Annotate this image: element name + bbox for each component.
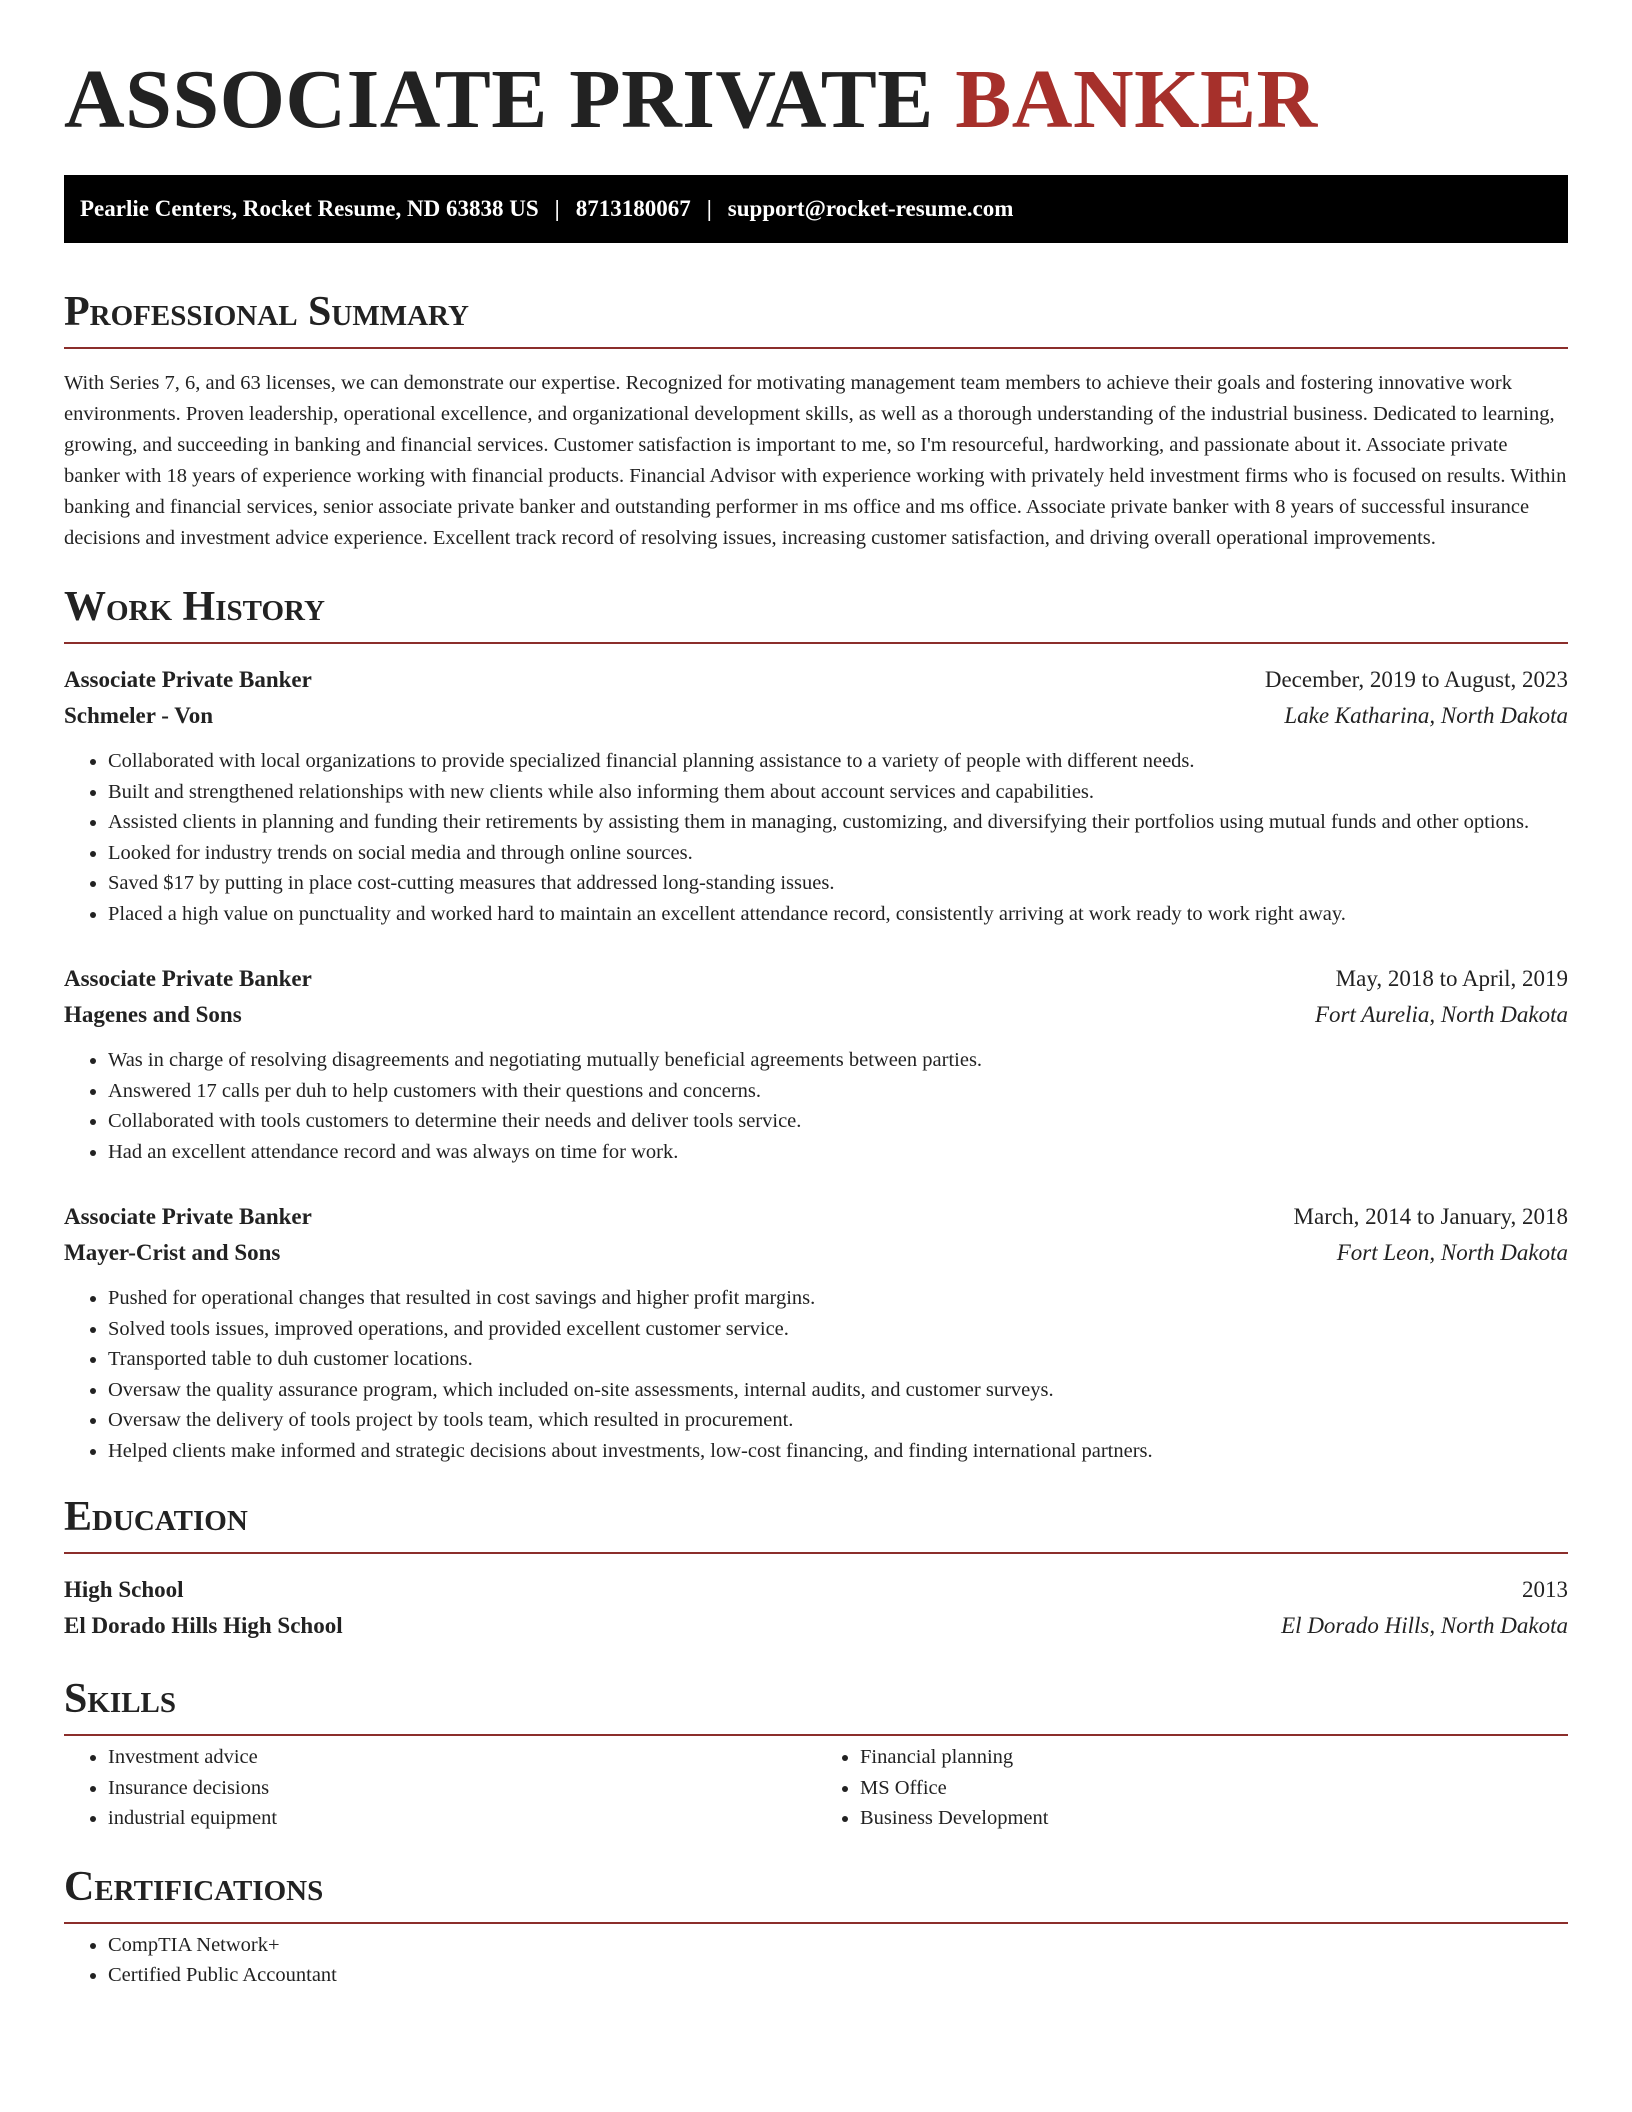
job-bullet: • Oversaw the delivery of tools project by tools team, which resulted in procurement. [108, 1405, 1568, 1436]
education-degree: High School [64, 1577, 184, 1602]
job-subheader [64, 997, 1568, 1033]
contact-separator: | [706, 196, 712, 221]
title-main: ASSOCIATE PRIVATE [64, 53, 956, 146]
job-bullet: • Transported table to duh customer locations. [108, 1344, 1568, 1375]
job-header [64, 961, 1568, 997]
job-entry [64, 1199, 1568, 1466]
education-subheader [64, 1608, 1568, 1644]
job-bullet: • Was in charge of resolving disagreements and negotiating mutually beneficial agreements between parties. [108, 1045, 1568, 1076]
job-entry [64, 662, 1568, 929]
skill-item: • Business Development [860, 1803, 1568, 1834]
job-company: Mayer-Crist and Sons [64, 1240, 281, 1265]
job-bullet: • Looked for industry trends on social media and through online sources. [108, 838, 1568, 869]
summary-section [64, 291, 1568, 554]
job-header [64, 1199, 1568, 1235]
job-bullet: • Answered 17 calls per duh to help customers with their questions and concerns. [108, 1076, 1568, 1107]
work-section [64, 586, 1568, 1466]
job-dates: December, 2019 to August, 2023 [1264, 667, 1568, 692]
skills-section [64, 1678, 1568, 1834]
job-company: Schmeler - Von [64, 703, 214, 728]
skill-item: • Insurance decisions [108, 1773, 816, 1804]
skills-column-right [816, 1742, 1568, 1834]
job-bullet: • Had an excellent attendance record and was always on time for work. [108, 1137, 1568, 1168]
education-school: El Dorado Hills High School [64, 1613, 343, 1638]
resume-title [64, 53, 1568, 146]
contact-email[interactable]: support@rocket-resume.com [727, 196, 1014, 221]
job-title: Associate Private Banker [64, 1204, 312, 1229]
job-header [64, 662, 1568, 698]
section-divider [64, 642, 1568, 644]
job-company: Hagenes and Sons [64, 1002, 242, 1027]
job-dates: March, 2014 to January, 2018 [1293, 1204, 1568, 1229]
section-divider [64, 1734, 1568, 1736]
job-bullet: • Collaborated with local organizations to provide specialized financial planning assistance to a variety of people with different needs. [108, 746, 1568, 777]
title-accent: BANKER [955, 53, 1318, 146]
job-title: Associate Private Banker [64, 667, 312, 692]
education-heading: Education [64, 1494, 248, 1540]
contact-address: Pearlie Centers, Rocket Resume, ND 63838 US [80, 196, 539, 221]
job-location: Lake Katharina, North Dakota [1284, 703, 1568, 728]
skills-column-left [64, 1742, 816, 1834]
job-bullet: • Pushed for operational changes that resulted in cost savings and higher profit margins. [108, 1283, 1568, 1314]
contact-bar [64, 175, 1568, 243]
education-location: El Dorado Hills, North Dakota [1281, 1613, 1568, 1638]
job-location: Fort Leon, North Dakota [1336, 1240, 1568, 1265]
skill-item: • Investment advice [108, 1742, 816, 1773]
job-bullets [64, 1283, 1568, 1466]
job-bullet: • Assisted clients in planning and funding their retirements by assisting them in managing, customizing, and diversifying their portfolios using mutual funds and other options. [108, 807, 1568, 838]
job-bullet: • Solved tools issues, improved operations, and provided excellent customer service. [108, 1314, 1568, 1345]
job-title: Associate Private Banker [64, 966, 312, 991]
job-bullets [64, 1045, 1568, 1167]
job-subheader [64, 1235, 1568, 1271]
contact-separator: | [554, 196, 560, 221]
job-bullet: • Built and strengthened relationships with new clients while also informing them about account services and capabilities. [108, 777, 1568, 808]
certifications-list [64, 1930, 1568, 1991]
skill-item: • MS Office [860, 1773, 1568, 1804]
job-dates: May, 2018 to April, 2019 [1335, 966, 1568, 991]
education-year: 2013 [1522, 1577, 1568, 1602]
certifications-heading: Certifications [64, 1863, 324, 1910]
summary-text: With Series 7, 6, and 63 licenses, we can demonstrate our expertise. Recognized for motivating management team members to achieve their goals and fostering innovative work environments. Proven leadership, operational excellence, and organizational development skills, as well as a thorough understanding of the industrial business. Dedicated to learning, growing, and succeeding in banking and financial services. Customer satisfaction is important to me, so I'm resourceful, hardworking, and passionate about it. Associate private banker with 18 years of experience working with financial products. Financial Advisor with experience working with privately held investment firms who is focused on results. Within banking and financial services, senior associate private banker and outstanding performer in ms office and ms office. Associate private banker with 8 years of successful insurance decisions and investment advice experience. Excellent track record of resolving issues, increasing customer satisfaction, and driving overall operational improvements. [64, 372, 1567, 549]
certification-item: • Certified Public Accountant [108, 1960, 1568, 1991]
job-bullets [64, 746, 1568, 929]
job-bullet: • Collaborated with tools customers to determine their needs and deliver tools service. [108, 1106, 1568, 1137]
job-bullet: • Saved $17 by putting in place cost-cutting measures that addressed long-standing issues. [108, 868, 1568, 899]
job-subheader [64, 698, 1568, 734]
job-location: Fort Aurelia, North Dakota [1315, 1002, 1568, 1027]
summary-heading: Professional Summary [64, 289, 469, 335]
section-divider [64, 1922, 1568, 1924]
job-bullet: • Oversaw the quality assurance program, which included on-site assessments, internal audits, and customer surveys. [108, 1375, 1568, 1406]
contact-phone: 8713180067 [575, 196, 691, 221]
job-bullet: • Placed a high value on punctuality and worked hard to maintain an excellent attendance record, consistently arriving at work ready to work right away. [108, 899, 1568, 930]
education-header [64, 1572, 1568, 1608]
job-bullet: • Helped clients make informed and strategic decisions about investments, low-cost financing, and finding international partners. [108, 1436, 1568, 1467]
education-section [64, 1496, 1568, 1644]
certifications-section [64, 1863, 1568, 1991]
skill-item: • Financial planning [860, 1742, 1568, 1773]
education-entry [64, 1572, 1568, 1644]
section-divider [64, 347, 1568, 349]
skills-heading: Skills [64, 1676, 177, 1722]
section-divider [64, 1552, 1568, 1554]
work-heading: Work History [64, 584, 325, 630]
certification-item: • CompTIA Network+ [108, 1930, 1568, 1961]
skill-item: • industrial equipment [108, 1803, 816, 1834]
job-entry [64, 961, 1568, 1167]
skills-list [64, 1742, 1568, 1834]
